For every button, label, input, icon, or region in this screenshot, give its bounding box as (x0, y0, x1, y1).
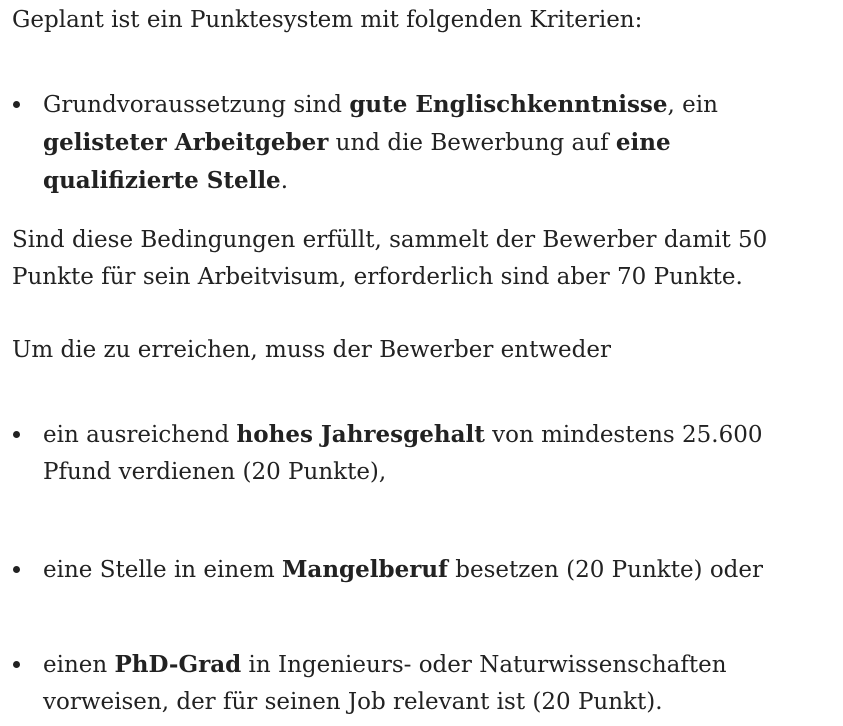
conditions-paragraph: Sind diese Bedingungen erfüllt, sammelt der Bewerber damit 50 Punkte für sein Arbeitvisum, erforderlich sind aber 70 Punkte. (12, 227, 768, 290)
options-list-1 (0, 416, 843, 491)
bullet-icon (13, 566, 20, 573)
text-run: und die Bewerbung auf (328, 130, 616, 156)
text-run: von mindestens 25.600 Pfund verdienen (20 Punkte), (43, 422, 763, 485)
bold-phrase: hohes Jahresgehalt (236, 421, 485, 448)
text-run: Grundvoraussetzung sind (43, 92, 350, 118)
text-run: in Ingenieurs- oder Naturwissenschaften vorweisen, der für seinen Job relevant ist (20 Punkt). (43, 652, 727, 715)
list-item-text (43, 92, 718, 194)
options-list-2 (0, 551, 843, 589)
requirement-intro-paragraph: Um die zu erreichen, muss der Bewerber entweder (12, 337, 611, 363)
text-run: einen (43, 652, 115, 678)
bold-phrase: PhD-Grad (114, 651, 242, 678)
list-item (0, 86, 833, 200)
intro-paragraph: Geplant ist ein Punktesystem mit folgenden Kriterien: (12, 7, 643, 33)
text-run: ein ausreichend (43, 422, 237, 448)
bold-phrase: gute Englischkenntnisse (349, 91, 668, 118)
list-item-text (43, 652, 727, 715)
text-run: besetzen (20 Punkte) oder (447, 557, 764, 583)
bold-phrase: Mangelberuf (281, 556, 448, 583)
list-item (0, 416, 833, 491)
bold-phrase: eine qualifizierte Stelle (43, 129, 671, 194)
bullet-icon (13, 661, 20, 668)
options-list-3 (0, 646, 843, 721)
text-run: . (280, 168, 289, 194)
list-item (0, 646, 833, 721)
criteria-list (0, 86, 843, 200)
list-item-text (43, 557, 763, 583)
bold-phrase: gelisteter Arbeitgeber (43, 129, 329, 156)
text-run: , ein (667, 92, 718, 118)
bullet-icon (13, 101, 20, 108)
bullet-icon (13, 431, 20, 438)
list-item-text (43, 422, 763, 485)
list-item (0, 551, 833, 589)
text-run: eine Stelle in einem (43, 557, 282, 583)
